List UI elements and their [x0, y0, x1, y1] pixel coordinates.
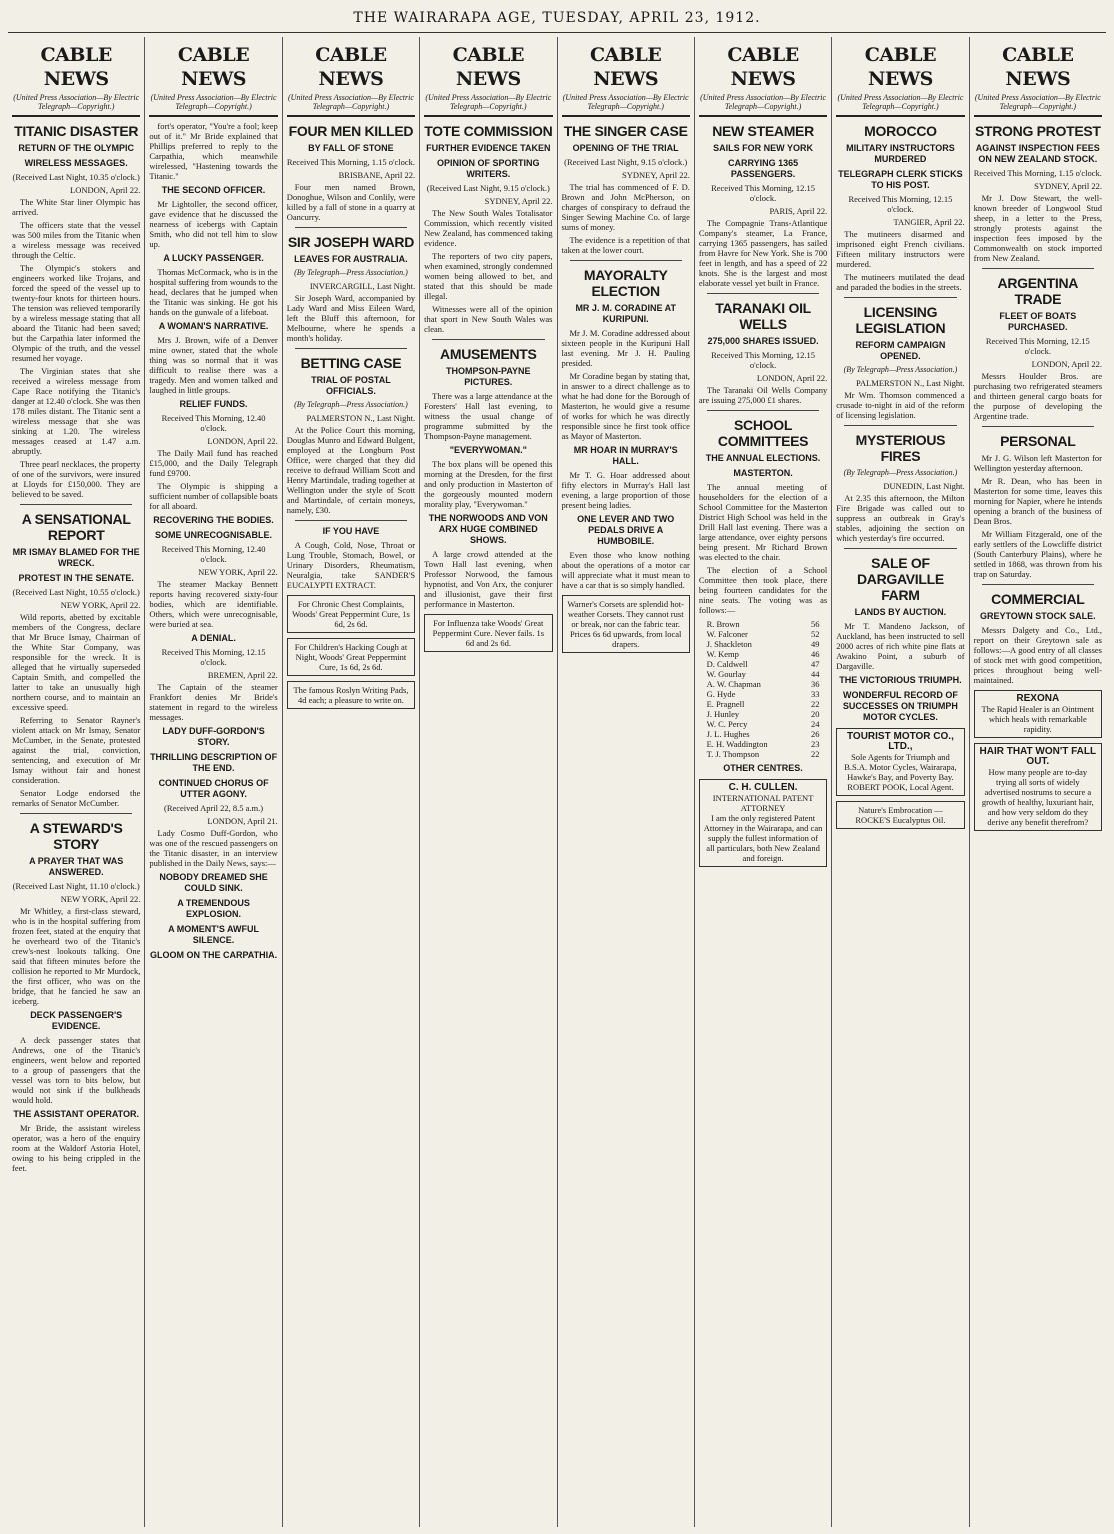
column-2: [145, 37, 282, 1527]
credit-line: (United Press Association—By Electric Telegraph—Copyright.): [837, 93, 964, 111]
table-row: [707, 679, 820, 689]
section-title: CABLE NEWS: [590, 44, 662, 90]
article-subhead: IF YOU HAVE: [322, 526, 380, 536]
candidate-name: D. Caldwell: [706, 659, 748, 669]
dateline: SYDNEY, April 22.: [622, 170, 690, 180]
ad-text: Nature's Embrocation — ROCKE'S Eucalyptus Oil.: [855, 805, 946, 825]
article-headline: MYSTERIOUS FIRES: [855, 432, 946, 464]
section-title: CABLE NEWS: [452, 44, 524, 90]
dateline: LONDON, April 22.: [756, 373, 828, 383]
paragraph: There was a large attendance at the Foresters' Hall last evening, to witness the usual change of programme submitted by the Thompson-Payne management.: [424, 391, 553, 441]
paragraph: Even those who know nothing about the operations of a motor car will appreciate what it must mean to have a car that is so simply handled.: [561, 550, 690, 590]
column-8: [970, 37, 1106, 1527]
dateline: INVERCARGILL, Last Night.: [309, 281, 416, 291]
table-row: [707, 729, 820, 739]
candidate-name: W. Gourlay: [706, 669, 746, 679]
article-subhead: BY FALL OF STONE: [308, 143, 394, 153]
candidate-name: E. H. Waddington: [706, 739, 768, 749]
article-subhead: 275,000 SHARES ISSUED.: [707, 336, 819, 346]
article-subhead: GREYTOWN STOCK SALE.: [979, 611, 1096, 621]
received-line: Received This Morning, 1.15 o'clock.: [973, 168, 1102, 178]
ad-text: ROBERT POOK, Local Agent.: [847, 782, 954, 792]
vote-count: 56: [811, 619, 820, 629]
paragraph: Senator Lodge endorsed the remarks of Senator McCumber.: [12, 788, 141, 808]
ad-text: How many people are to-day trying all sorts of widely advertised nostrums to secure a growth of healthy, luxuriant hair, and how very seldom do they derive any benefit therefrom?: [981, 767, 1094, 827]
article-subhead: RECOVERING THE BODIES.: [153, 515, 274, 525]
article-subhead: CARRYING 1365 PASSENGERS.: [727, 158, 799, 179]
received-line: (Received April 22, 8.5 a.m.): [163, 803, 264, 813]
divider: [287, 115, 415, 117]
paragraph: Four men named Brown, Donoghue, Wilson and Conlily, were killed by a fall of stone in a quarry at Oancurry.: [286, 182, 416, 222]
received-line: Received This Morning, 12.15 o'clock.: [161, 647, 266, 667]
received-line: Received This Morning, 12.15 o'clock.: [985, 336, 1090, 356]
article-subhead: THE NORWOODS AND VON ARX HUGE COMBINED SHOWS.: [428, 513, 548, 545]
article-subhead: MR HOAR IN MURRAY'S HALL.: [573, 445, 678, 466]
paragraph: Wild reports, abetted by excitable members of the Congress, declare that Mr Bruce Ismay, Chairman of the White Star Company, was responsible for the wreck. It is alleged that he virtually superseded Captain Smith, and compelled the latter to take an unusually high northern course, and to maintain an excessive speed.: [12, 612, 141, 712]
table-row: [707, 709, 820, 719]
article-subhead: TRIAL OF POSTAL OFFICIALS.: [311, 375, 391, 396]
paragraph: The steamer Mackay Bennett reports having recovered sixty-four bodies, which are identifiable. Others, which were unrecognisable, were buried at sea.: [149, 579, 278, 629]
received-line: (Received Last Night, 10.35 o'clock.): [12, 172, 140, 182]
ad-heading: C. H. CULLEN.: [728, 782, 798, 793]
paragraph: The election of a School Committee then took place, there being fourteen candidates for the nine seats. The voting was as follows:—: [698, 565, 828, 615]
article-subhead: LANDS BY AUCTION.: [854, 607, 947, 617]
vote-count: 20: [811, 709, 820, 719]
divider: [570, 260, 682, 261]
column-1: [8, 37, 145, 1527]
dateline: NEW YORK, April 22.: [198, 567, 278, 577]
credit-line: (United Press Association—By Electric Telegraph—Copyright.): [150, 93, 277, 111]
article-subhead: LEAVES FOR AUSTRALIA.: [294, 254, 408, 264]
paragraph: Witnesses were all of the opinion that sport in New South Wales was clean.: [424, 304, 553, 334]
divider: [295, 227, 407, 228]
article-subhead: AGAINST INSPECTION FEES ON NEW ZEALAND STOCK.: [975, 143, 1100, 164]
article-subhead: THE SECOND OFFICER.: [161, 185, 266, 195]
divider: [844, 297, 956, 298]
vote-count: 46: [811, 649, 820, 659]
paragraph: The Olympic's stokers and engineers worked like Trojans, and forced the speed of the vessel up to twenty-four knots for thirteen hours. The tension was relieved temporarily by a wireless message stating that all aboard the Titanic had been saved; but the Carpathia later informed the Olympic of the truth, and the vessel resumed her voyage.: [12, 263, 141, 363]
article-headline: BETTING CASE: [300, 355, 402, 371]
received-line: (Received Last Night, 11.10 o'clock.): [12, 881, 140, 891]
column-3: [283, 37, 420, 1527]
article-subhead: OTHER CENTRES.: [723, 763, 803, 773]
ad-text: For Children's Hacking Cough at Night, Woods' Great Peppermint Cure, 1s 6d, 2s 6d.: [294, 642, 408, 672]
section-title: CABLE NEWS: [1002, 44, 1074, 90]
vote-count: 33: [811, 689, 820, 699]
article-headline: THE SINGER CASE: [563, 123, 688, 139]
vote-count: 47: [811, 659, 820, 669]
paragraph: At the Police Court this morning, Douglas Munro and Edward Bulgent, employed at the Longburn Post Office, were charged that they did receive to defraud William Scott and Henry Martindale, trading together at Wellington under the style of Scott and Martindale, of certain moneys, namely, £30.: [286, 425, 416, 515]
divider: [707, 293, 819, 294]
dateline: LONDON, April 22.: [207, 436, 278, 446]
article-headline: SALE OF DARGAVILLE FARM: [856, 555, 944, 603]
candidate-name: W. Kemp: [706, 649, 739, 659]
paragraph: Messrs Houlder Bros. are purchasing two refrigerated steamers and thirteen general cargo boats for the purpose of developing the Argentine trade.: [973, 371, 1102, 421]
credit-line: (United Press Association—By Electric Telegraph—Copyright.): [425, 93, 552, 111]
paragraph: Mr R. Dean, who has been in Masterton for some time, leaves this morning for Napier, where he intends opening a branch of the business of Dean Bros.: [973, 476, 1102, 526]
received-line: Received This Morning, 12.15 o'clock.: [848, 194, 953, 214]
divider: [982, 268, 1094, 269]
ad-text: I am the only registered Patent Attorney in the Wairarapa, and can supply the fullest information of all particulars, both New Zealand and foreign.: [703, 813, 823, 863]
vote-count: 26: [811, 729, 820, 739]
paragraph: The Virginian states that she received a wireless message from Cape Race notifying the Titanic's danger at 12.40 o'clock. She was then 178 miles distant. The Titanic sent a wireless message that she was sinking at 1.20. The wireless messages ceased at 1.47 a.m. abruptly.: [12, 366, 141, 456]
paragraph: Lady Cosmo Duff-Gordon, who was one of the rescued passengers on the Titanic disaster, in an interview published in the Daily News, says:—: [149, 828, 278, 868]
vote-count: 22: [811, 699, 820, 709]
divider: [20, 813, 132, 814]
dateline: DUNEDIN, Last Night.: [883, 481, 965, 491]
article-headline: FOUR MEN KILLED: [288, 123, 414, 139]
poll-results-table: [707, 619, 820, 759]
dateline: TANGIER, April 22.: [893, 217, 965, 227]
divider: [844, 425, 956, 426]
article-subhead: A MOMENT'S AWFUL SILENCE.: [168, 924, 260, 945]
received-line: Received This Morning, 12.40 o'clock.: [161, 544, 266, 564]
article-subhead: GLOOM ON THE CARPATHIA.: [149, 950, 278, 960]
paragraph: The White Star liner Olympic has arrived.: [12, 197, 141, 217]
paragraph: Mr Wm. Thomson commenced a crusade to-night in aid of the reform of licensing legislation.: [836, 390, 965, 420]
candidate-name: A. W. Chapman: [706, 679, 761, 689]
paragraph: The New South Wales Totalisator Commission, which recently visited New Zealand, has commenced taking evidence.: [424, 208, 553, 248]
paragraph: Referring to Senator Rayner's violent attack on Mr Ismay, Senator McCumber, in the Senate, protested against the trial, conviction, sentencing, and execution of Mr Ismay without fair and honest consideration.: [12, 715, 141, 785]
candidate-name: T. J. Thompson: [706, 749, 760, 759]
divider: [149, 115, 277, 117]
candidate-name: G. Hyde: [706, 689, 736, 699]
ad-text: Warner's Corsets are splendid hot-weather Corsets. They cannot rust or break, nor can the fabric tear. Prices 6s 6d upwards, from local drapers.: [567, 599, 684, 649]
paragraph: Mr William Fitzgerald, one of the early settlers of the Lowcliffe district (South Canterbury Plains), where he settled in 1868, was thrown from his trap on Saturday.: [973, 529, 1102, 579]
paragraph: The box plans will be opened this morning at the Dresden, for the first and only production in Masterton of the gorgeously mounted modern morality play, "Everywoman.": [424, 459, 553, 509]
article-subhead: THE ASSISTANT OPERATOR.: [13, 1109, 140, 1119]
divider: [982, 426, 1094, 427]
article-headline: COMMERCIAL: [991, 591, 1085, 607]
article-headline: ARGENTINA TRADE: [997, 275, 1079, 307]
paragraph: A deck passenger states that Andrews, one of the Titanic's engineers, went below and reported to a group of passengers that the vessel was torn to bits below, but would not sink if the bulkheads would hold.: [12, 1035, 141, 1105]
dateline: PARIS, April 22.: [769, 206, 828, 216]
advertisement: [287, 595, 415, 633]
paragraph: Mr T. G. Hoar addressed about fifty electors in Murray's Hall last evening, a large proportion of those present being ladies.: [561, 470, 690, 510]
divider: [20, 504, 132, 505]
dateline: PALMERSTON N., Last Night.: [856, 378, 965, 388]
article-subhead: FLEET OF BOATS PURCHASED.: [999, 311, 1077, 332]
article-subhead: A LUCKY PASSENGER.: [163, 253, 264, 263]
article-headline: TITANIC DISASTER: [14, 123, 139, 139]
article-headline: TOTE COMMISSION: [424, 123, 553, 139]
ad-heading: HAIR THAT WON'T FALL OUT.: [979, 746, 1097, 767]
article-headline: STRONG PROTEST: [974, 123, 1101, 139]
column-5: [558, 37, 695, 1527]
divider: [562, 115, 690, 117]
paragraph: A large crowd attended at the Town Hall last evening, when Professor Norwood, the famous hypnotist, and Von Arx, the conjurer and illusionist, gave their first performance in Masterton.: [424, 549, 553, 609]
vote-count: 24: [811, 719, 820, 729]
ad-heading: REXONA: [1016, 693, 1060, 704]
article-subhead: MR ISMAY BLAMED FOR THE WRECK.: [12, 547, 140, 568]
vote-count: 36: [811, 679, 820, 689]
advertisement: [974, 690, 1102, 738]
paragraph: The Taranaki Oil Wells Company are issuing 275,000 £1 shares.: [698, 385, 828, 405]
article-subhead: OPENING OF THE TRIAL: [572, 143, 679, 153]
columns: [8, 37, 1106, 1527]
article-headline: SCHOOL COMMITTEES: [717, 417, 809, 449]
advertisement: [974, 743, 1102, 831]
article-headline: PERSONAL: [1000, 433, 1076, 449]
divider: [982, 584, 1094, 585]
divider: [295, 520, 407, 521]
article-subhead: FURTHER EVIDENCE TAKEN: [426, 143, 551, 153]
credit-line: (United Press Association—By Electric Telegraph—Copyright.): [13, 93, 140, 111]
article-subhead: A PRAYER THAT WAS ANSWERED.: [29, 856, 124, 877]
dateline: LONDON, April 22.: [70, 185, 141, 195]
divider: [432, 339, 544, 340]
divider: [424, 115, 552, 117]
paragraph: The annual meeting of householders for the election of a School Committee for the Masterton District High School was held in the Drill Hall last evening. There was a large attendance, over eighty persons being present. Mr Richard Brown was elected to the chair.: [698, 482, 828, 562]
table-row: [707, 669, 820, 679]
section-title: CABLE NEWS: [727, 44, 799, 90]
paragraph: Mr T. Mandeno Jackson, of Auckland, has been instructed to sell 2000 acres of rich white pine flats at Awakino Point, a suburb of Dargaville.: [836, 621, 965, 671]
candidate-name: R. Brown: [706, 619, 740, 629]
table-row: [707, 629, 820, 639]
divider: [844, 548, 956, 549]
dateline: SYDNEY, April 22.: [484, 196, 553, 206]
article-subhead: SAILS FOR NEW YORK: [713, 143, 813, 153]
table-row: [707, 649, 820, 659]
paragraph: Sir Joseph Ward, accompanied by Lady Ward and Miss Eileen Ward, left the Bluff this afternoon, for Melbourne, where he spends a month's holiday.: [286, 293, 416, 343]
advertisement: [562, 595, 690, 653]
credit-line: (By Telegraph—Press Association.): [843, 365, 958, 374]
article-headline: A STEWARD'S STORY: [29, 820, 123, 852]
received-line: (Received Last Night, 9.15 o'clock.): [564, 157, 688, 167]
advertisement: [836, 801, 964, 829]
credit-line: (United Press Association—By Electric Telegraph—Copyright.): [700, 93, 827, 111]
advertisement: [287, 638, 415, 676]
article-subhead: REFORM CAMPAIGN OPENED.: [855, 340, 946, 361]
article-headline: NEW STEAMER: [712, 123, 814, 139]
column-6: [695, 37, 832, 1527]
article-subhead: NOBODY DREAMED SHE COULD SINK.: [159, 872, 268, 893]
ad-text: For Influenza take Woods' Great Peppermint Cure. Never fails. 1s 6d and 2s 6d.: [432, 618, 545, 648]
article-subhead: A DENIAL.: [191, 633, 236, 643]
article-subhead: THE VICTORIOUS TRIUMPH.: [839, 675, 962, 685]
section-title: CABLE NEWS: [40, 44, 112, 90]
received-line: Received This Morning, 12.15 o'clock.: [711, 183, 816, 203]
article-headline: A SENSATIONAL REPORT: [21, 511, 131, 543]
article-headline: AMUSEMENTS: [440, 346, 537, 362]
paragraph: The trial has commenced of F. D. Brown and John McPherson, on charges of conspiracy to defraud the Singer Sewing Machine Co. of large sums of money.: [561, 182, 690, 232]
paragraph: Mr Whitley, a first-class steward, who is in the hospital suffering from frozen feet, stated at the enquiry that he overheard two of the Titanic's crew's-nest lookouts talking. One said that fifteen minutes before the collision he reported to Mr Murdock, the first officer, who was on the bridge, that he fancied he saw an iceberg.: [12, 906, 141, 1006]
candidate-name: J. Hunley: [706, 709, 740, 719]
article-subhead: MR J. M. CORADINE AT KURIPUNI.: [575, 303, 676, 324]
candidate-name: W. Falconer: [706, 629, 748, 639]
article-subhead: RETURN OF THE OLYMPIC: [18, 143, 135, 153]
article-headline: TARANAKI OIL WELLS: [715, 300, 811, 332]
dateline: NEW YORK, April 22.: [60, 600, 141, 610]
ad-heading: TOURIST MOTOR CO., LTD.,: [847, 731, 954, 752]
divider: [295, 348, 407, 349]
received-line: (Received Last Night, 9.15 o'clock.): [426, 183, 550, 193]
paragraph: Mr J. M. Coradine addressed about sixteen people in the Kuripuni Hall last evening. Mr J. H. Pauling presided.: [561, 328, 690, 368]
dateline: NEW YORK, April 22.: [60, 894, 141, 904]
article-subhead: WONDERFUL RECORD OF SUCCESSES ON TRIUMPH MOTOR CYCLES.: [842, 690, 958, 722]
article-subhead: CONTINUED CHORUS OF UTTER AGONY.: [158, 778, 269, 799]
divider: [707, 410, 819, 411]
vote-count: 52: [811, 629, 820, 639]
paragraph: Mr J. Dow Stewart, the well-known breeder of Longwool Stud sheep, in a letter to the Press, strongly protests against the inspection fees imposed by the Commonwealth on stock imported from New Zealand.: [973, 193, 1102, 263]
article-subhead: OPINION OF SPORTING WRITERS.: [437, 158, 540, 179]
ad-text: The famous Roslyn Writing Pads, 4d each; a pleasure to write on.: [293, 685, 409, 705]
paragraph: The Compagnie Trans-Atlantique Company's steamer, La France, carrying 1365 passengers, has sailed from Havre for New York. She is 700 feet in length, and has a speed of 22 knots. She is the largest and most elaborate vessel yet built in France.: [698, 218, 828, 288]
table-row: [707, 699, 820, 709]
paragraph: Mrs J. Brown, wife of a Denver mine owner, stated that the whole thing was so normal that it was difficult to realise there was a tragedy. Men and women talked and laughed in little groups.: [149, 335, 278, 395]
article-subhead: THRILLING DESCRIPTION OF THE END.: [150, 752, 278, 773]
article-subhead: RELIEF FUNDS.: [179, 399, 248, 409]
received-line: Received This Morning, 12.40 o'clock.: [161, 413, 266, 433]
paragraph: The officers state that the vessel was 500 miles from the Titanic when a wireless message was received through the Celtic.: [12, 220, 141, 260]
dateline: PALMERSTON N., Last Night.: [306, 413, 416, 423]
dateline: BRISBANE, April 22.: [338, 170, 416, 180]
ad-text: For Chronic Chest Complaints, Woods' Great Peppermint Cure, 1s 6d, 2s 6d.: [292, 599, 410, 629]
article-subhead: THE ANNUAL ELECTIONS.: [705, 453, 821, 463]
article-headline: SIR JOSEPH WARD: [287, 234, 415, 250]
article-subhead: DECK PASSENGER'S EVIDENCE.: [30, 1010, 123, 1031]
article-subhead: TELEGRAPH CLERK STICKS TO HIS POST.: [838, 169, 963, 190]
paragraph: Thomas McCormack, who is in the hospital suffering from wounds to the head, declares that he jumped when the Titanic was sinking. He got his hands on the gunwale of a lifeboat.: [149, 267, 278, 317]
article-subhead: MILITARY INSTRUCTORS MURDERED: [846, 143, 955, 164]
article-subhead: LADY DUFF-GORDON'S STORY.: [162, 726, 265, 747]
advertisement: [287, 681, 415, 709]
paragraph: Mr Lightoller, the second officer, gave evidence that he discussed the nearness of icebergs with Captain Smith, who did not tell him to slow up.: [149, 199, 278, 249]
article-subhead: SOME UNRECOGNISABLE.: [155, 530, 273, 540]
article-subhead: A TREMENDOUS EXPLOSION.: [177, 898, 250, 919]
vote-count: 22: [811, 749, 820, 759]
column-4: [420, 37, 557, 1527]
paragraph: The mutineers mutilated the dead and paraded the bodies in the streets.: [836, 272, 965, 292]
paragraph: Mr Bride, the assistant wireless operator, was a hero of the enquiry room at the Waldorf Astoria Hotel, owing to his being crippled in the feet.: [12, 1123, 141, 1173]
dateline: BREMEN, April 22.: [207, 670, 278, 680]
article-subhead: ONE LEVER AND TWO PEDALS DRIVE A HUMBOBILE.: [577, 514, 675, 546]
advertisement: [424, 614, 552, 652]
received-line: Received This Morning, 1.15 o'clock.: [286, 157, 416, 167]
ad-subheading: INTERNATIONAL PATENT ATTORNEY: [712, 793, 814, 813]
column-7: [832, 37, 969, 1527]
received-line: (Received Last Night, 10.55 o'clock.): [12, 587, 140, 597]
paragraph: The Olympic is shipping a sufficient number of collapsible boats for all aboard.: [149, 481, 278, 511]
article-headline: LICENSING LEGISLATION: [855, 304, 946, 336]
table-row: [707, 719, 820, 729]
masthead: THE WAIRARAPA AGE, TUESDAY, APRIL 23, 1912.: [8, 6, 1106, 33]
credit-line: (By Telegraph—Press Association.): [294, 268, 408, 277]
table-row: [707, 739, 820, 749]
table-row: [707, 639, 820, 649]
article-subhead: THOMPSON-PAYNE PICTURES.: [446, 366, 531, 387]
divider: [974, 115, 1102, 117]
dateline: LONDON, April 22.: [1031, 359, 1102, 369]
paragraph: The mutineers disarmed and imprisoned eight French civilians. Fifteen military instructors were murdered.: [836, 229, 965, 269]
article-subhead: MASTERTON.: [733, 468, 793, 478]
paragraph: Mr Coradine began by stating that, in answer to a direct challenge as to what he had done for the Borough of Masterton, he would give a resume of works for which he was directly responsible since he first took office as Mayor of Masterton.: [561, 371, 690, 441]
paragraph: The Daily Mail fund has reached £15,000, and the Daily Telegraph fund £9700.: [149, 448, 278, 478]
table-row: [707, 659, 820, 669]
candidate-name: J. Shackleton: [706, 639, 752, 649]
table-row: [707, 689, 820, 699]
table-row: [707, 619, 820, 629]
section-title: CABLE NEWS: [315, 44, 387, 90]
credit-line: (United Press Association—By Electric Telegraph—Copyright.): [562, 93, 689, 111]
candidate-name: J. L. Hughes: [706, 729, 750, 739]
paragraph: The evidence is a repetition of that taken at the lower court.: [561, 235, 690, 255]
paragraph: A Cough, Cold, Nose, Throat or Lung Trouble, Stomach, Bowel, or Urinary Disorders, Rheumatism, Neuralgia, take SANDER'S EUCALYPTI EXTRACT.: [286, 540, 416, 590]
credit-line: (United Press Association—By Electric Telegraph—Copyright.): [974, 93, 1101, 111]
ad-text: The Rapid Healer is an Ointment which heals with remarkable rapidity.: [981, 704, 1095, 734]
paragraph: Messrs Dalgety and Co., Ltd., report on their Greytown sale as follows:—A good entry of all classes of stock met with good competition, prices throughout being well-maintained.: [973, 625, 1102, 685]
vote-count: 23: [811, 739, 820, 749]
paragraph: fort's operator, "You're a fool; keep out of it." Mr Bride explained that Phillips preferred to reply to the Carpathia, which meanwhile wirelessed, "Hastening towards the Titanic.": [149, 121, 278, 181]
divider: [836, 115, 964, 117]
divider: [699, 115, 827, 117]
article-headline: MAYORALTY ELECTION: [583, 267, 668, 299]
paragraph: The Captain of the steamer Frankfort denies Mr Bride's statement in regard to the wireless messages.: [149, 682, 278, 722]
dateline: SYDNEY, April 22.: [1034, 181, 1102, 191]
credit-line: (By Telegraph—Press Association.): [843, 468, 958, 477]
article-subhead: PROTEST IN THE SENATE.: [18, 573, 134, 583]
dateline: LONDON, April 21.: [207, 816, 278, 826]
table-row: [707, 749, 820, 759]
paragraph: At 2.35 this afternoon, the Milton Fire Brigade was called out to suppress an outbreak in Gray's stables, adjoining the section on which yesterday's fire occurred.: [836, 493, 965, 543]
section-title: CABLE NEWS: [177, 44, 250, 90]
candidate-name: W. C. Percy: [706, 719, 748, 729]
advertisement: [699, 779, 827, 867]
article-subhead: "EVERYWOMAN.": [449, 445, 527, 455]
received-line: Received This Morning, 12.15 o'clock.: [711, 350, 816, 370]
candidate-name: E. Pragnell: [706, 699, 745, 709]
divider: [12, 115, 140, 117]
vote-count: 44: [811, 669, 820, 679]
credit-line: (By Telegraph—Press Association.): [294, 400, 408, 409]
ad-text: Sole Agents for Triumph and B.S.A. Motor Cycles, Wairarapa, Hawke's Bay, and Poverty Bay.: [844, 752, 957, 782]
section-title: CABLE NEWS: [864, 44, 937, 90]
article-subhead: A WOMAN'S NARRATIVE.: [158, 321, 269, 331]
paragraph: Three pearl necklaces, the property of one of the survivors, were insured at Lloyds for £150,000. They are believed to be saved.: [12, 459, 141, 499]
advertisement: [836, 728, 964, 796]
paragraph: Mr J. G. Wilson left Masterton for Wellington yesterday afternoon.: [973, 453, 1102, 473]
article-headline: MOROCCO: [864, 123, 937, 139]
article-subhead: WIRELESS MESSAGES.: [24, 158, 128, 168]
vote-count: 49: [811, 639, 820, 649]
credit-line: (United Press Association—By Electric Telegraph—Copyright.): [287, 93, 414, 111]
paragraph: The reporters of two city papers, when examined, strongly condemned women being allowed to bet, and stated that this should be made illegal.: [424, 251, 553, 301]
